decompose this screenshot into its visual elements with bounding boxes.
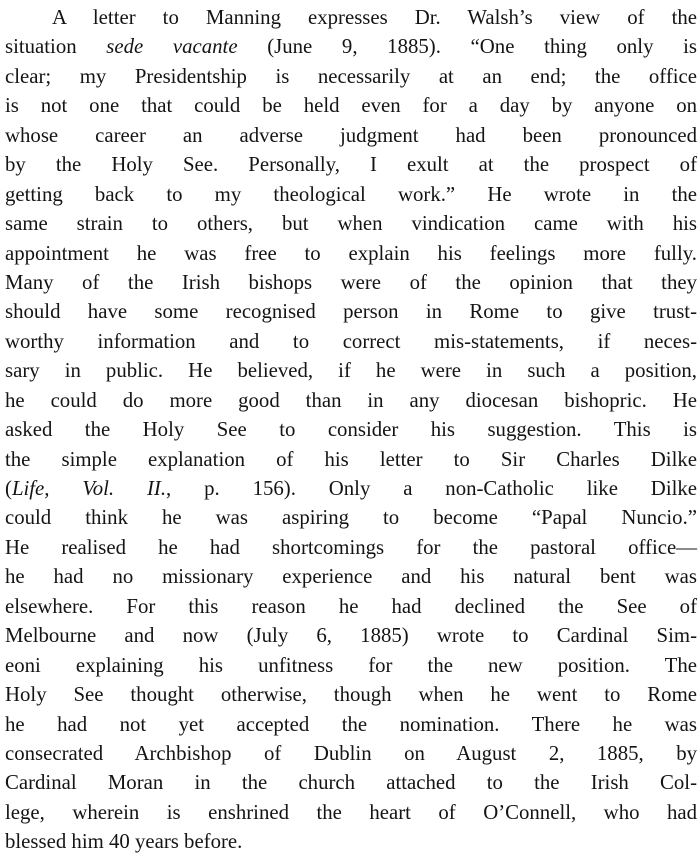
text-line <box>5 445 697 474</box>
text-segment: clear; my Presidentship is necessarily at an end; the office <box>5 64 697 88</box>
text-line <box>5 680 697 709</box>
text-segment: same strain to others, but when vindication came with his <box>5 212 697 236</box>
text-segment: he had not yet accepted the nomination. There he was <box>5 712 697 736</box>
text-segment: elsewhere. For this reason he had declined the See of <box>5 594 697 618</box>
text-line <box>5 239 697 268</box>
text-line <box>5 651 697 680</box>
text-line <box>5 121 697 150</box>
text-line <box>5 327 697 356</box>
text-line <box>5 62 697 91</box>
text-line <box>5 386 697 415</box>
text-line <box>5 297 697 326</box>
text-line <box>5 356 697 385</box>
text-segment: (June 9, 1885). “One thing only is <box>237 35 697 59</box>
text-segment: by the Holy See. Personally, I exult at the prospect of <box>5 153 697 177</box>
text-segment: consecrated Archbishop of Dublin on August 2, 1885, by <box>5 741 697 765</box>
text-line <box>5 268 697 297</box>
text-segment: Many of the Irish bishops were of the opinion that they <box>5 270 697 294</box>
text-segment: situation <box>5 35 107 59</box>
text-segment: whose career an adverse judgment had been pronounced <box>5 123 697 147</box>
text-line <box>5 503 697 532</box>
text-line <box>5 768 697 797</box>
text-segment: sary in public. He believed, if he were in such a position, <box>5 359 697 383</box>
text-segment: he could do more good than in any diocesan bishopric. He <box>5 388 697 412</box>
body-paragraph <box>5 3 697 857</box>
text-segment: eoni explaining his unfitness for the new position. The <box>5 653 697 677</box>
text-segment: lege, wherein is enshrined the heart of O’Connell, who had <box>5 800 697 824</box>
text-segment: Cardinal Moran in the church attached to the Irish Col- <box>5 771 697 795</box>
text-line <box>5 180 697 209</box>
text-segment: could think he was aspiring to become “Papal Nuncio.” <box>5 506 697 530</box>
text-line <box>5 150 697 179</box>
text-line <box>5 474 697 503</box>
text-line <box>5 3 697 32</box>
text-line <box>5 32 697 61</box>
italic-text: sede vacante <box>106 35 238 59</box>
text-segment: Holy See thought otherwise, though when he went to Rome <box>5 683 697 707</box>
text-segment: He realised he had shortcomings for the pastoral office— <box>5 535 697 559</box>
text-line <box>5 533 697 562</box>
text-line <box>5 592 697 621</box>
italic-text: Life, Vol. II. <box>11 477 167 500</box>
text-line <box>5 415 697 444</box>
text-line <box>5 209 697 238</box>
text-segment: ( <box>5 477 12 500</box>
text-segment: he had no missionary experience and his natural bent was <box>5 565 697 589</box>
text-line <box>5 562 697 591</box>
text-line <box>5 739 697 768</box>
text-line <box>5 827 697 856</box>
text-segment: the simple explanation of his letter to Sir Charles Dilke <box>5 447 697 471</box>
text-segment: blessed him 40 years before. <box>5 830 243 854</box>
text-segment: , p. 156). Only a non-Catholic like Dilke <box>166 477 697 500</box>
text-segment: getting back to my theological work.” He wrote in the <box>5 182 697 206</box>
text-line <box>5 798 697 827</box>
text-line <box>5 710 697 739</box>
text-segment: appointment he was free to explain his feelings more fully. <box>5 241 697 265</box>
text-segment: asked the Holy See to consider his suggestion. This is <box>5 418 697 442</box>
text-segment: A letter to Manning expresses Dr. Walsh’s view of the <box>52 6 697 29</box>
text-line <box>5 621 697 650</box>
text-segment: should have some recognised person in Rome to give trust- <box>5 300 697 324</box>
text-segment: is not one that could be held even for a day by anyone on <box>5 94 697 118</box>
text-segment: Melbourne and now (July 6, 1885) wrote to Cardinal Sim- <box>5 624 697 648</box>
text-line <box>5 91 697 120</box>
text-segment: worthy information and to correct mis-statements, if neces- <box>5 329 697 353</box>
